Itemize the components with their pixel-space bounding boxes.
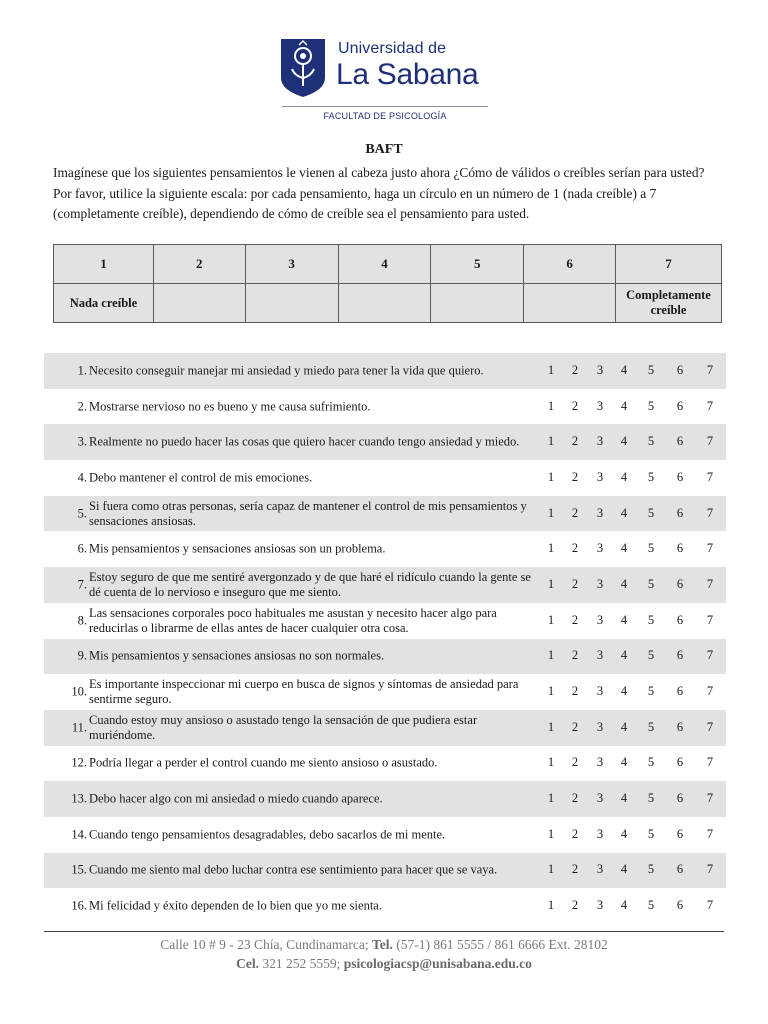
item-text: Necesito conseguir manejar mi ansiedad y miedo para tener la vida que quiero. xyxy=(89,363,484,378)
list-item xyxy=(44,674,726,710)
list-item xyxy=(44,746,726,782)
rating-option[interactable]: 3 xyxy=(596,719,604,734)
scale-high-label: Completamente creíble xyxy=(616,284,722,323)
list-item xyxy=(44,639,726,675)
list-item xyxy=(44,567,726,603)
item-number: 7. xyxy=(77,577,87,592)
rating-option[interactable]: 3 xyxy=(596,398,604,413)
rating-option[interactable]: 5 xyxy=(647,898,655,913)
rating-option[interactable]: 2 xyxy=(571,576,579,591)
footer-tel-value: (57-1) 861 5555 / 861 6666 Ext. 28102 xyxy=(396,937,608,952)
item-number: 1. xyxy=(77,363,87,378)
rating-option[interactable]: 3 xyxy=(596,898,604,913)
list-item xyxy=(44,389,726,425)
rating-option[interactable]: 3 xyxy=(596,862,604,877)
rating-option[interactable]: 2 xyxy=(571,398,579,413)
rating-option[interactable]: 3 xyxy=(596,505,604,520)
rating-option[interactable]: 2 xyxy=(571,719,579,734)
rating-option[interactable]: 7 xyxy=(706,898,714,913)
item-text: Cuando me siento mal debo luchar contra ese sentimiento para hacer que se vaya. xyxy=(89,862,498,877)
university-logo xyxy=(280,38,490,102)
footer-line1 xyxy=(0,935,768,954)
item-text: Podría llegar a perder el control cuando me siento ansioso o asustado. xyxy=(89,755,438,770)
footer-email: psicologiacsp@unisabana.edu.co xyxy=(343,956,532,971)
rating-option[interactable]: 6 xyxy=(676,398,684,413)
rating-option[interactable]: 6 xyxy=(676,469,684,484)
rating-option[interactable]: 4 xyxy=(620,684,628,699)
scale-number: 3 xyxy=(245,245,338,284)
rating-option[interactable]: 4 xyxy=(620,576,628,591)
university-name-line2: La Sabana xyxy=(336,58,479,91)
item-number: 2. xyxy=(77,399,87,414)
rating-option[interactable]: 4 xyxy=(620,541,628,556)
rating-option[interactable]: 1 xyxy=(547,684,555,699)
rating-option[interactable]: 7 xyxy=(706,862,714,877)
questionnaire-items xyxy=(44,353,726,924)
item-text: Mi felicidad y éxito dependen de lo bien que yo me sienta. xyxy=(89,898,382,913)
rating-option[interactable]: 5 xyxy=(647,684,655,699)
list-item xyxy=(44,353,726,389)
rating-option[interactable]: 3 xyxy=(596,648,604,663)
rating-option[interactable]: 7 xyxy=(706,719,714,734)
rating-option[interactable]: 7 xyxy=(706,791,714,806)
item-text: Si fuera como otras personas, sería capaz de mantener el control de mis pensamientos y sensaciones ansiosas. xyxy=(89,498,527,528)
item-text: Es importante inspeccionar mi cuerpo en busca de signos y síntomas de ansiedad para sentirme seguro. xyxy=(89,677,519,707)
rating-option[interactable]: 5 xyxy=(647,755,655,770)
list-item xyxy=(44,710,726,746)
item-text: Realmente no puedo hacer las cosas que quiero hacer cuando tengo ansiedad y miedo. xyxy=(89,434,520,449)
rating-option[interactable]: 3 xyxy=(596,434,604,449)
rating-option[interactable]: 4 xyxy=(620,862,628,877)
scale-number: 7 xyxy=(616,245,722,284)
rating-option[interactable]: 4 xyxy=(620,434,628,449)
rating-option[interactable]: 5 xyxy=(647,398,655,413)
rating-option[interactable]: 6 xyxy=(676,612,684,627)
rating-option[interactable]: 7 xyxy=(706,434,714,449)
list-item xyxy=(44,603,726,639)
item-text: Las sensaciones corporales poco habituales me asustan y necesito hacer algo para reducirlas o librarme de ellas antes de hacer cualquier otra cosa. xyxy=(89,605,497,635)
rating-option[interactable]: 7 xyxy=(706,362,714,377)
faculty-name: FACULTAD DE PSICOLOGÍA xyxy=(323,111,447,121)
rating-option[interactable]: 4 xyxy=(620,791,628,806)
rating-option[interactable]: 6 xyxy=(676,898,684,913)
list-item xyxy=(44,817,726,853)
rating-option[interactable]: 6 xyxy=(676,434,684,449)
rating-scale-table xyxy=(53,244,722,323)
scale-labels-row xyxy=(54,284,722,323)
footer-cel-value: 321 252 5559; xyxy=(262,956,341,971)
scale-number: 1 xyxy=(54,245,154,284)
rating-option[interactable]: 4 xyxy=(620,362,628,377)
rating-option[interactable]: 6 xyxy=(676,648,684,663)
rating-option[interactable]: 6 xyxy=(676,541,684,556)
scale-number: 4 xyxy=(338,245,431,284)
rating-option[interactable]: 2 xyxy=(571,898,579,913)
item-text: Debo hacer algo con mi ansiedad o miedo cuando aparece. xyxy=(89,791,383,806)
list-item xyxy=(44,853,726,889)
rating-option[interactable]: 7 xyxy=(706,469,714,484)
rating-option[interactable]: 3 xyxy=(596,826,604,841)
item-text: Cuando estoy muy ansioso o asustado tengo la sensación de que pudiera estar muriéndome. xyxy=(89,712,478,742)
rating-option[interactable]: 5 xyxy=(647,434,655,449)
rating-option[interactable]: 2 xyxy=(571,648,579,663)
rating-option[interactable]: 7 xyxy=(706,648,714,663)
rating-option[interactable]: 7 xyxy=(706,398,714,413)
footer-divider xyxy=(44,931,724,932)
rating-option[interactable]: 5 xyxy=(647,362,655,377)
footer-tel-label: Tel. xyxy=(372,937,393,952)
rating-option[interactable]: 5 xyxy=(647,505,655,520)
list-item xyxy=(44,460,726,496)
item-text: Mostrarse nervioso no es bueno y me causa sufrimiento. xyxy=(89,399,371,414)
rating-option[interactable]: 5 xyxy=(647,791,655,806)
instructions: Imagínese que los siguientes pensamientos le vienen al cabeza justo ahora ¿Cómo de válidos o creíbles serían para usted? Por favor, utilice la siguiente escala: por cada pensamiento, haga un círculo en un número de 1 (nada creíble) a 7 (completamente creíble), dependiendo de cómo de creíble sea el pensamiento para usted. xyxy=(53,165,705,221)
rating-option[interactable]: 2 xyxy=(571,469,579,484)
page-title: BAFT xyxy=(365,142,403,157)
item-number: 14. xyxy=(71,827,87,842)
rating-option[interactable]: 3 xyxy=(596,791,604,806)
item-text: Estoy seguro de que me sentiré avergonzado y de que haré el ridículo cuando la gente se dé cuenta de lo nervioso e inseguro que me siento. xyxy=(89,569,531,599)
rating-option[interactable]: 6 xyxy=(676,755,684,770)
item-number: 11. xyxy=(71,720,87,735)
scale-empty-cell xyxy=(245,284,338,323)
scale-empty-cell xyxy=(524,284,616,323)
rating-option[interactable]: 7 xyxy=(706,541,714,556)
footer-address: Calle 10 # 9 - 23 Chía, Cundinamarca; xyxy=(160,937,369,952)
item-number: 8. xyxy=(77,613,87,628)
list-item xyxy=(44,496,726,532)
scale-empty-cell xyxy=(431,284,524,323)
scale-numbers-row xyxy=(54,245,722,284)
scale-empty-cell xyxy=(153,284,245,323)
item-text: Mis pensamientos y sensaciones ansiosas no son normales. xyxy=(89,648,385,663)
rating-option[interactable]: 6 xyxy=(676,576,684,591)
rating-option[interactable]: 1 xyxy=(547,719,555,734)
rating-option[interactable]: 6 xyxy=(676,684,684,699)
rating-option[interactable]: 3 xyxy=(596,612,604,627)
rating-option[interactable]: 5 xyxy=(647,719,655,734)
rating-option[interactable]: 7 xyxy=(706,505,714,520)
rating-option[interactable]: 3 xyxy=(596,684,604,699)
rating-option[interactable]: 3 xyxy=(596,576,604,591)
rating-option[interactable]: 6 xyxy=(676,826,684,841)
rating-option[interactable]: 2 xyxy=(571,755,579,770)
rating-option[interactable]: 5 xyxy=(647,576,655,591)
rating-option[interactable]: 3 xyxy=(596,541,604,556)
rating-option[interactable]: 2 xyxy=(571,826,579,841)
rating-option[interactable]: 5 xyxy=(647,469,655,484)
scale-number: 2 xyxy=(153,245,245,284)
list-item xyxy=(44,424,726,460)
rating-option[interactable]: 1 xyxy=(547,541,555,556)
logo-divider xyxy=(282,106,488,107)
rating-option[interactable]: 3 xyxy=(596,362,604,377)
rating-option[interactable]: 1 xyxy=(547,791,555,806)
rating-option[interactable]: 5 xyxy=(647,648,655,663)
item-text: Debo mantener el control de mis emociones. xyxy=(89,470,313,485)
rating-option[interactable]: 4 xyxy=(620,505,628,520)
footer xyxy=(0,935,768,973)
item-number: 15. xyxy=(71,862,87,877)
rating-option[interactable]: 1 xyxy=(547,469,555,484)
item-text: Mis pensamientos y sensaciones ansiosas son un problema. xyxy=(89,541,386,556)
rating-option[interactable]: 4 xyxy=(620,469,628,484)
list-item xyxy=(44,781,726,817)
rating-option[interactable]: 1 xyxy=(547,862,555,877)
rating-option[interactable]: 3 xyxy=(596,469,604,484)
rating-option[interactable]: 5 xyxy=(647,612,655,627)
rating-option[interactable]: 6 xyxy=(676,362,684,377)
rating-option[interactable]: 2 xyxy=(571,434,579,449)
footer-cel-label: Cel. xyxy=(236,956,259,971)
scale-empty-cell xyxy=(338,284,431,323)
item-number: 3. xyxy=(77,434,87,449)
rating-option[interactable]: 2 xyxy=(571,862,579,877)
rating-option[interactable]: 7 xyxy=(706,576,714,591)
scale-number: 5 xyxy=(431,245,524,284)
item-number: 6. xyxy=(77,541,87,556)
rating-option[interactable]: 1 xyxy=(547,612,555,627)
rating-option[interactable]: 7 xyxy=(706,684,714,699)
rating-option[interactable]: 6 xyxy=(676,719,684,734)
rating-option[interactable]: 4 xyxy=(620,826,628,841)
scale-low-label: Nada creíble xyxy=(54,284,154,323)
list-item xyxy=(44,888,726,924)
rating-option[interactable]: 1 xyxy=(547,826,555,841)
rating-option[interactable]: 2 xyxy=(571,612,579,627)
rating-option[interactable]: 3 xyxy=(596,755,604,770)
rating-option[interactable]: 5 xyxy=(647,541,655,556)
rating-option[interactable]: 2 xyxy=(571,684,579,699)
rating-option[interactable]: 6 xyxy=(676,505,684,520)
rating-option[interactable]: 2 xyxy=(571,362,579,377)
list-item xyxy=(44,531,726,567)
rating-option[interactable]: 7 xyxy=(706,826,714,841)
rating-option[interactable]: 7 xyxy=(706,612,714,627)
rating-option[interactable]: 1 xyxy=(547,898,555,913)
item-number: 9. xyxy=(77,648,87,663)
rating-option[interactable]: 5 xyxy=(647,826,655,841)
rating-option[interactable]: 2 xyxy=(571,505,579,520)
rating-option[interactable]: 6 xyxy=(676,791,684,806)
rating-option[interactable]: 4 xyxy=(620,648,628,663)
rating-option[interactable]: 7 xyxy=(706,755,714,770)
item-number: 10. xyxy=(71,684,87,699)
item-number: 12. xyxy=(71,755,87,770)
rating-option[interactable]: 4 xyxy=(620,612,628,627)
footer-line2 xyxy=(0,954,768,973)
rating-option[interactable]: 1 xyxy=(547,434,555,449)
item-number: 4. xyxy=(77,470,87,485)
scale-number: 6 xyxy=(524,245,616,284)
rating-option[interactable]: 1 xyxy=(547,362,555,377)
item-number: 5. xyxy=(77,506,87,521)
item-number: 13. xyxy=(71,791,87,806)
rating-option[interactable]: 1 xyxy=(547,648,555,663)
rating-option[interactable]: 1 xyxy=(547,398,555,413)
rating-option[interactable]: 4 xyxy=(620,719,628,734)
rating-option[interactable]: 1 xyxy=(547,755,555,770)
university-name-line1: Universidad de xyxy=(338,40,447,57)
rating-option[interactable]: 1 xyxy=(547,576,555,591)
rating-option[interactable]: 2 xyxy=(571,541,579,556)
rating-option[interactable]: 6 xyxy=(676,862,684,877)
rating-option[interactable]: 4 xyxy=(620,398,628,413)
rating-option[interactable]: 4 xyxy=(620,755,628,770)
rating-option[interactable]: 1 xyxy=(547,505,555,520)
rating-option[interactable]: 2 xyxy=(571,791,579,806)
item-number: 16. xyxy=(71,898,87,913)
item-text: Cuando tengo pensamientos desagradables, debo sacarlos de mi mente. xyxy=(89,827,446,842)
rating-option[interactable]: 4 xyxy=(620,898,628,913)
shield-crest-icon xyxy=(280,38,326,98)
rating-option[interactable]: 5 xyxy=(647,862,655,877)
